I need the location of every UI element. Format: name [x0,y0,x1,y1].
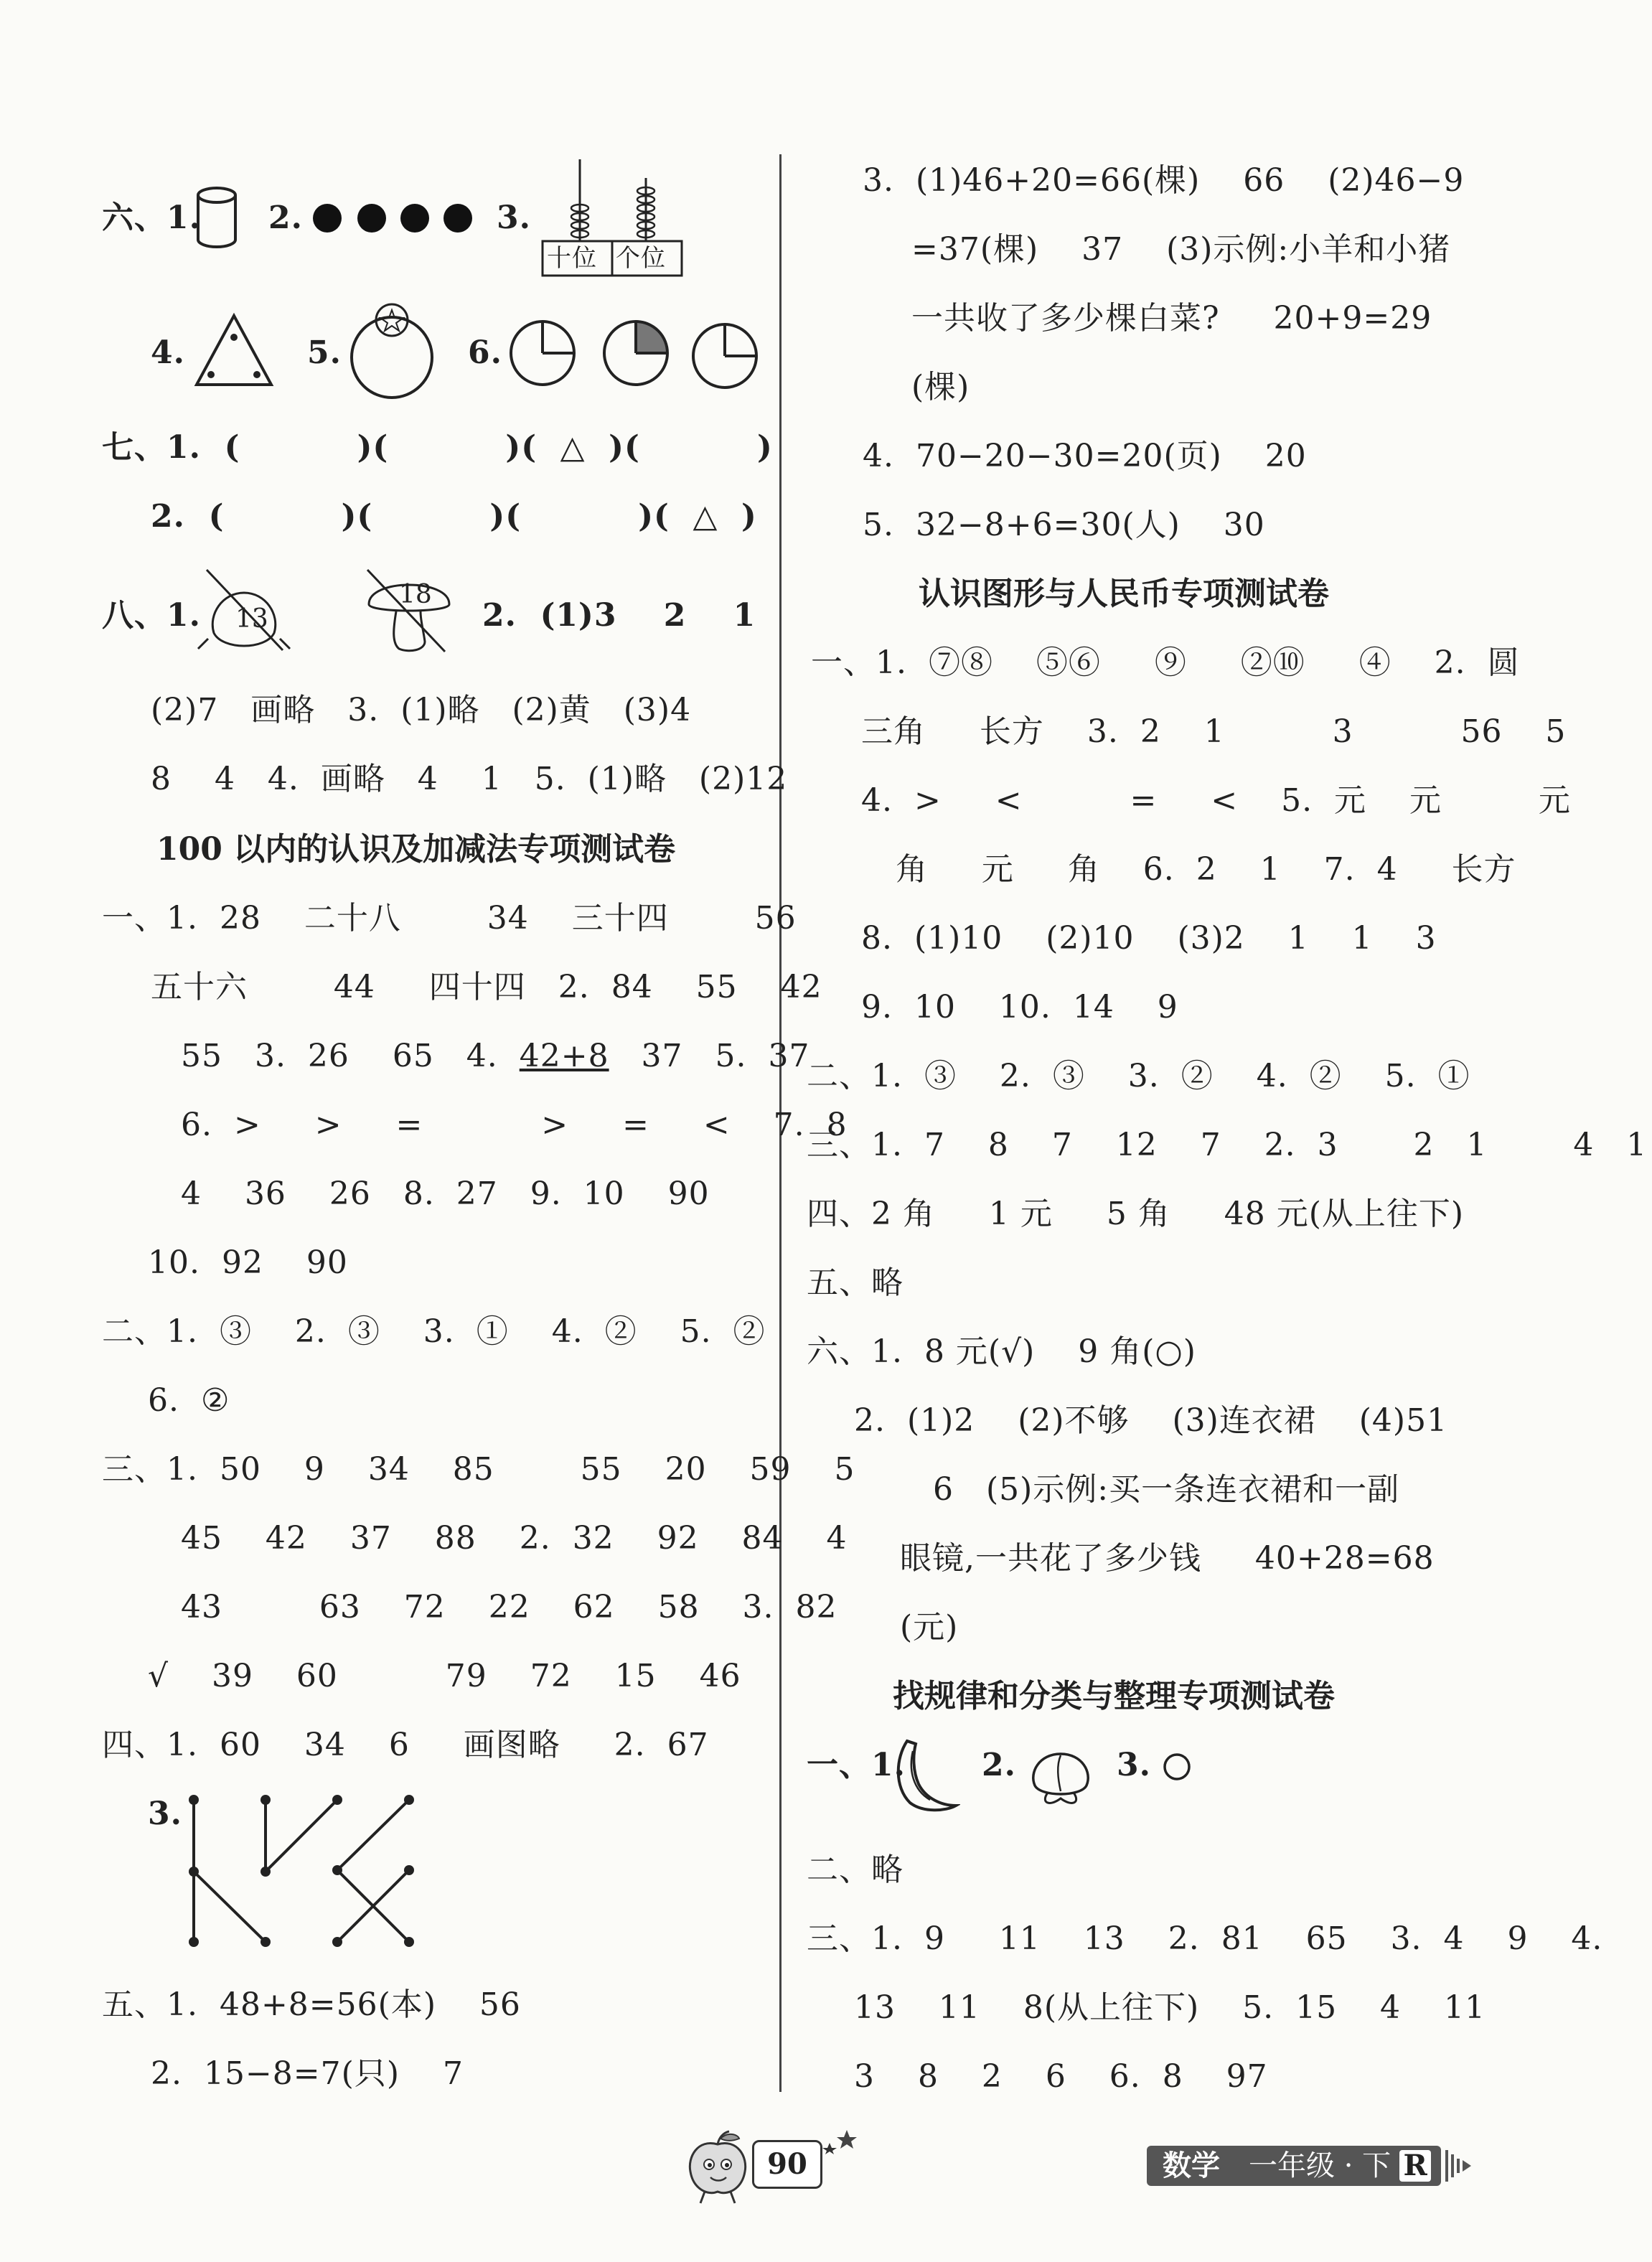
arrow-dots-decoration-icon [1444,2147,1473,2184]
part5-line-1: 五、1. 48+8=56(本) 56 [102,1986,521,2023]
shape-part6-line-1: 六、1. 8 元(√) 9 角(○) [807,1333,1196,1370]
shape-part1-line-4: 角 元 角 6. 2 1 7. 4 长方 [896,851,1516,888]
four-dots-icon [309,201,474,235]
part2-line-2: 6. ② [148,1382,230,1419]
right-line-4: (棵) [911,369,970,405]
part3-line-1: 三、1. 50 9 34 85 55 20 59 5 [102,1451,855,1488]
part2-line-1: 二、1. ③ 2. ③ 3. ① 4. ② 5. ② [102,1313,766,1350]
dot-line-drawing-icon [179,1787,416,1959]
right-line-5: 4. 70−20−30=20(页) 20 [863,438,1307,474]
part3-line-4: √ 39 60 79 72 15 46 [148,1658,741,1694]
shape-part6-line-5: (元) [900,1609,959,1646]
section-6-q6-label: 6. [468,334,502,371]
part1-line-3 [181,1036,809,1076]
pattern-part1-q3-label: 3. [1117,1747,1151,1783]
abacus-tens-label: 十位 [547,244,597,273]
peach-icon [1025,1741,1097,1810]
part1-line-1: 一、1. 28 二十八 34 三十四 56 [102,900,797,937]
shape-part1-line-3: 4. > < = < 5. 元 元 元 [861,782,1571,819]
abacus-ones-label: 个位 [616,244,666,273]
banana-icon [891,1737,960,1816]
shape-part1-line-6: 9. 10 10. 14 9 [861,989,1178,1026]
small-circle-icon [1161,1751,1193,1783]
shape-part6-line-4: 眼镜,一共花了多少钱 40+28=68 [900,1540,1435,1577]
shape-part6-line-2: 2. (1)2 (2)不够 (3)连衣裙 (4)51 [854,1402,1448,1439]
pattern-part1-q2-label: 2. [982,1747,1016,1783]
page-number: 90 [752,2140,822,2189]
triangle-icon [192,311,276,390]
section-6-q3-label: 3. [497,200,531,236]
right-line-2: =37(棵) 37 (3)示例:小羊和小猪 [911,231,1451,268]
shape-part1-line-1: 一、1. ⑦⑧ ⑤⑥ ⑨ ②⑩ ④ 2. 圆 [811,644,1520,681]
shape-part6-line-3: 6 (5)示例:买一条连衣裙和一副 [933,1471,1400,1508]
shape-part1-line-5: 8. (1)10 (2)10 (3)2 1 1 3 [861,920,1437,957]
section-8-label: 八、1. [102,597,201,634]
pattern-part2-line-1: 二、略 [807,1852,904,1888]
section-title-shapes-money: 认识图形与人民币专项测试卷 [919,576,1329,612]
part1-line-6: 10. 92 90 [148,1244,348,1281]
crossed-mushroom-18-icon [359,564,459,657]
part1-line-3-post: 37 5. 37 [609,1038,810,1074]
pattern-part1-label: 一、1. [807,1747,906,1783]
section-6-q2-label: 2. [268,200,303,236]
section-7-line-1: 七、1. ( )( )( △ )( ) [102,429,773,466]
right-line-6: 5. 32−8+6=30(人) 30 [863,507,1265,543]
part1-line-2: 五十六 44 四十四 2. 84 55 42 [151,969,822,1005]
part3-line-2: 45 42 37 88 2. 32 92 84 4 [181,1520,848,1557]
circle-with-star-icon [347,299,436,400]
part4-q3-label: 3. [148,1796,182,1832]
section-8-line-3: 8 4 4. 画略 4 1 5. (1)略 (2)12 [151,761,788,797]
shaded-circle-icon [601,319,670,388]
pattern-part3-line-3: 3 8 2 6 6. 8 97 [854,2058,1268,2095]
shape-part1-line-2: 三角 长方 3. 2 1 3 56 5 [861,713,1567,750]
pattern-part3-line-1: 三、1. 9 11 13 2. 81 65 3. 4 9 4. [807,1920,1603,1957]
part1-line-4: 6. > > = > = < 7. 8 [181,1107,848,1143]
cylinder-icon [194,185,240,251]
shape-part3-line-1: 三、1. 7 8 7 12 7 2. 3 2 1 4 1 [807,1127,1648,1163]
pattern-part3-line-2: 13 11 8(从上往下) 5. 15 4 11 [854,1989,1486,2026]
section-7-line-2: 2. ( )( )( )( △ ) [151,498,757,535]
clock-circle-2-icon [690,322,759,390]
part1-line-5: 4 36 26 8. 27 9. 10 90 [181,1175,710,1212]
shape-part5-line-1: 五、略 [807,1264,904,1301]
section-8-line-2: (2)7 画略 3. (1)略 (2)黄 (3)4 [151,692,692,728]
part3-line-3: 43 63 72 22 62 58 3. 82 [181,1589,837,1625]
clock-circle-1-icon [508,319,577,388]
mushroom-18-number: 18 [399,580,432,609]
leaf-13-number: 13 [235,604,268,634]
edition-badge: R [1399,2150,1431,2182]
section-title-100: 100 以内的认识及加减法专项测试卷 [156,831,676,868]
section-6-q5-label: 5. [307,334,342,371]
stars-decoration-icon [820,2129,860,2154]
shape-part4-line-1: 四、2 角 1 元 5 角 48 元(从上往下) [807,1196,1465,1232]
section-6-q4-label: 4. [151,334,185,371]
part1-line-3-pre: 55 3. 26 65 4. [181,1038,520,1074]
crossed-leaf-13-icon [194,564,294,657]
section-6-label: 六、1. [102,200,201,236]
right-line-1: 3. (1)46+20=66(棵) 66 (2)46−9 [863,162,1465,199]
footer-subject-bar [1147,2146,1441,2186]
subject-label: 数学 [1163,2149,1220,2182]
grade-label: 一年级 · 下 [1249,2149,1391,2182]
section-title-pattern-sort: 找规律和分类与整理专项测试卷 [893,1678,1335,1714]
section-8-line-1-rest: 2. (1)3 2 1 [482,597,756,634]
apple-mascot-icon [683,2129,752,2209]
part1-underlined-answer: 42+8 [519,1038,609,1074]
right-line-3: 一共收了多少棵白菜? 20+9=29 [911,300,1432,337]
part5-line-2: 2. 15−8=7(只) 7 [151,2055,464,2092]
part4-line-1: 四、1. 60 34 6 画图略 2. 67 [102,1727,709,1763]
shape-part2-line-1: 二、1. ③ 2. ③ 3. ② 4. ② 5. ① [807,1058,1470,1094]
